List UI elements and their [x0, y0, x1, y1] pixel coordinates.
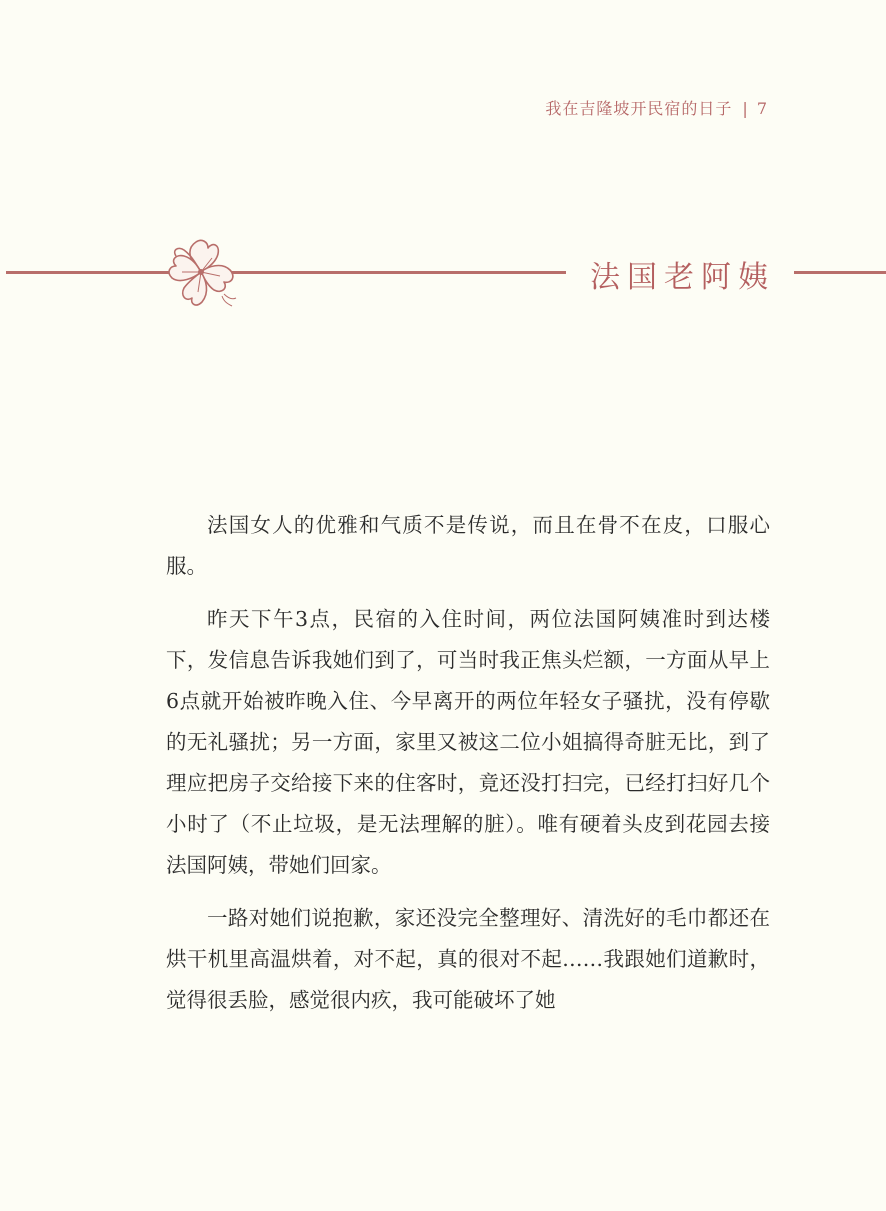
book-title: 我在吉隆坡开民宿的日子 — [545, 99, 733, 118]
body-text — [166, 505, 770, 1033]
page-number: 7 — [756, 99, 768, 118]
header-separator: | — [742, 99, 749, 118]
chapter-rule-right — [794, 271, 886, 274]
paragraph: 一路对她们说抱歉，家还没完全整理好、清洗好的毛巾都还在烘干机里高温烘着，对不起，真的很对不起……我跟她们道歉时，觉得很丢脸，感觉很内疚，我可能破坏了她 — [166, 906, 770, 1012]
paragraph: 法国女人的优雅和气质不是传说，而且在骨不在皮，口服心服。 — [166, 513, 770, 578]
hibiscus-flower-icon — [162, 236, 240, 312]
chapter-title: 法国老阿姨 — [590, 260, 775, 295]
chapter-rule-left — [6, 271, 566, 274]
paragraph: 昨天下午3点，民宿的入住时间，两位法国阿姨准时到达楼下，发信息告诉我她们到了，可当时我正焦头烂额，一方面从早上6点就开始被昨晚入住、今早离开的两位年轻女子骚扰，没有停歇的无礼骚扰；另一方面，家里又被这二位小姐搞得奇脏无比，到了理应把房子交给接下来的住客时，竟还没打扫完，已经打扫好几个小时了（不止垃圾，是无法理解的脏）。唯有硬着头皮到花园去接法国阿姨，带她们回家。 — [166, 607, 770, 877]
running-head — [545, 96, 768, 119]
